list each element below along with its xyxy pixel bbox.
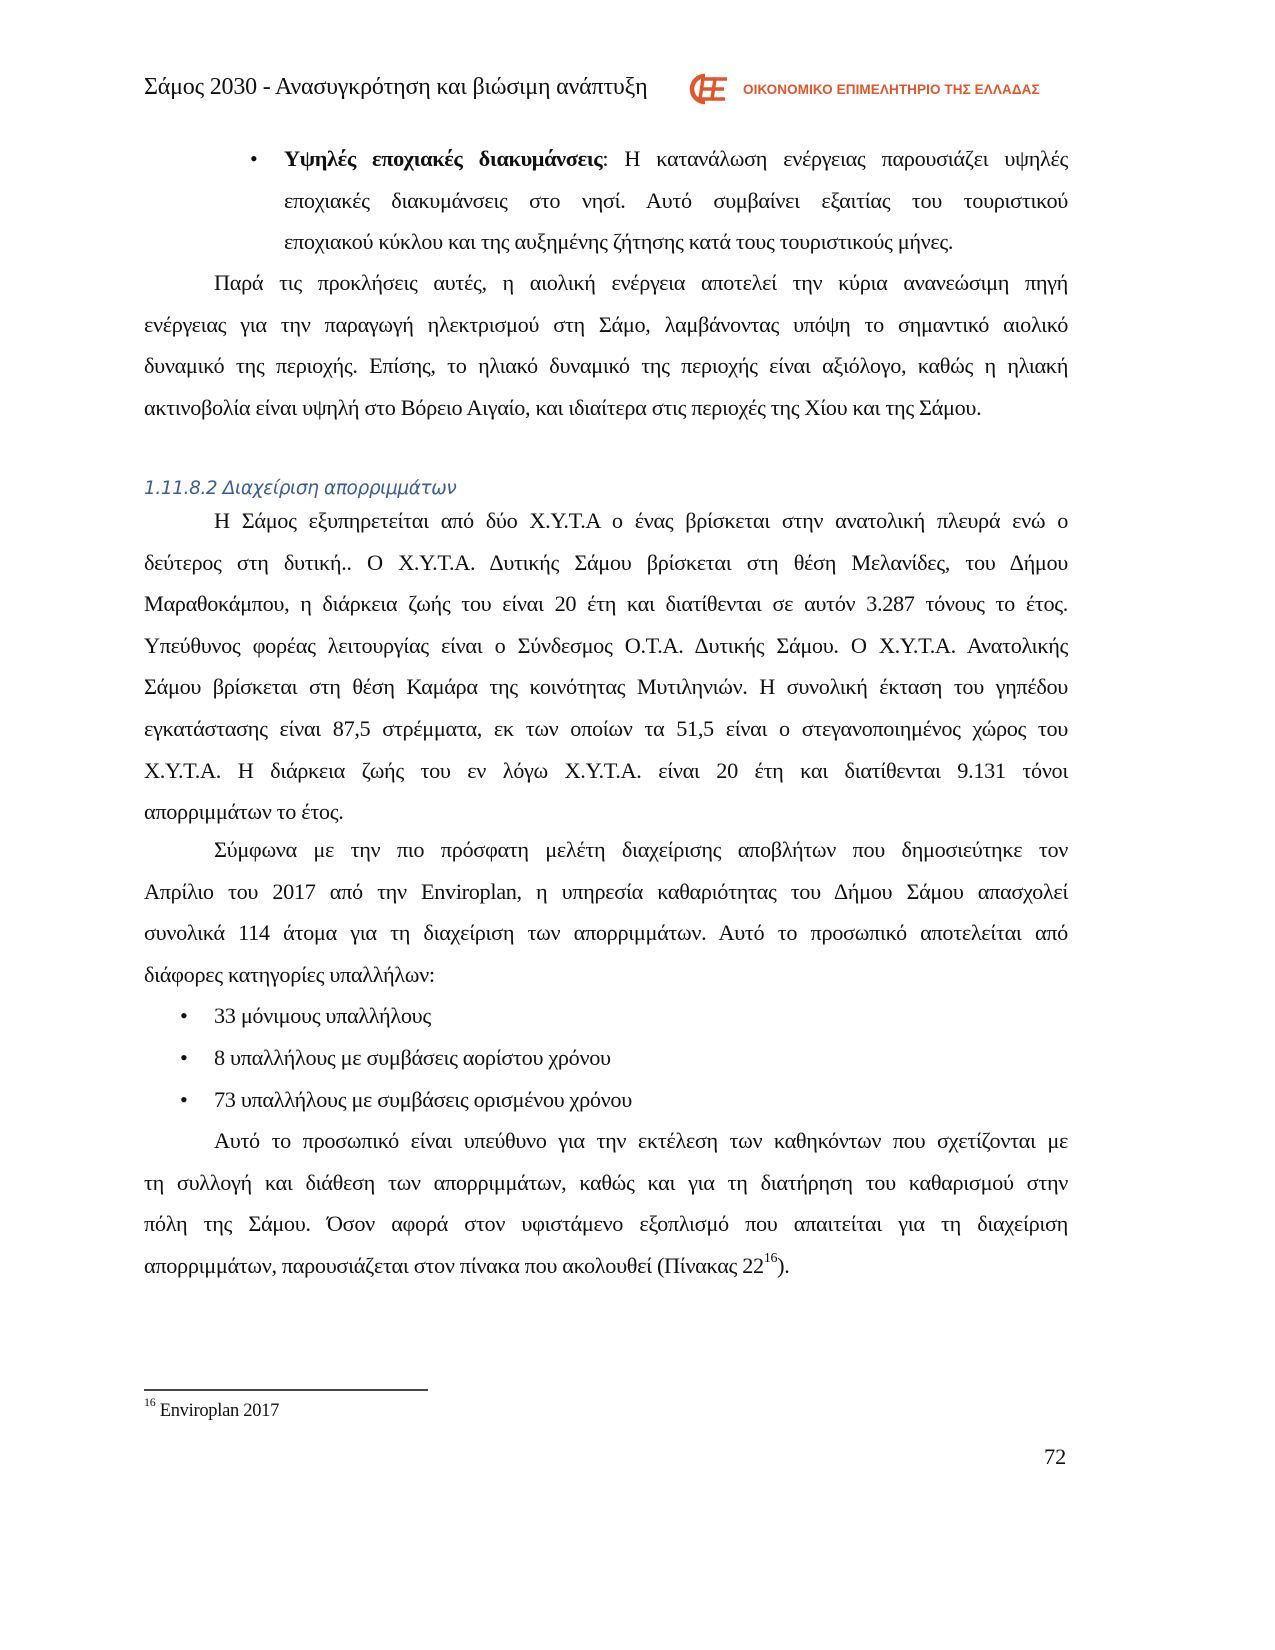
bullet-line: εποχιακές διακυμάνσεις στο νησί. Αυτό συμβαίνει εξαιτίας του τουριστικού xyxy=(284,187,1068,213)
paragraph-line: Υπεύθυνος φορέας λειτουργίας είναι ο Σύνδεσμος Ο.Τ.Α. Δυτικής Σάμου. Ο Χ.Υ.Τ.Α. Ανατολικής xyxy=(144,632,1068,658)
section-heading: 1.11.8.2 Διαχείριση απορριμμάτων xyxy=(144,478,457,499)
paragraph-line: δεύτερος στη δυτική.. Ο Χ.Υ.Τ.Α. Δυτικής Σάμου βρίσκεται στη θέση Μελανίδες, του Δήμου xyxy=(144,549,1068,575)
bullet-icon: • xyxy=(180,1003,188,1028)
paragraph-landfills xyxy=(144,500,1068,833)
paragraph-line: Η Σάμος εξυπηρετείται από δύο Χ.Υ.Τ.Α ο ένας βρίσκεται στην ανατολική πλευρά ενώ ο xyxy=(214,508,1068,533)
bullet-bold-label: Υψηλές εποχιακές διακυμάνσεις xyxy=(284,146,603,171)
paragraph-line: Παρά τις προκλήσεις αυτές, η αιολική ενέργεια αποτελεί την κύρια ανανεώσιμη πηγή xyxy=(214,270,1068,295)
footnote-separator xyxy=(144,1389,428,1391)
paragraph-line: Χ.Υ.Τ.Α. Η διάρκεια ζωής του εν λόγω Χ.Υ.Τ.Α. είναι 20 έτη και διατίθενται 9.131 τόνοι xyxy=(144,757,1068,783)
bullet-line: εποχιακού κύκλου και της αυξημένης ζήτησης κατά τους τουριστικούς μήνες. xyxy=(284,229,954,255)
paragraph-staff xyxy=(144,829,1068,995)
paragraph-line: Αυτό το προσωπικό είναι υπεύθυνο για την εκτέλεση των καθηκόντων που σχετίζονται με xyxy=(214,1128,1068,1153)
paragraph-line: πόλη της Σάμου. Όσον αφορά στον υφιστάμενο εξοπλισμό που απαιτείται για τη διαχείριση xyxy=(144,1211,1068,1237)
seasonal-fluctuation-bullet xyxy=(240,138,1068,263)
document-title: Σάμος 2030 - Ανασυγκρότηση και βιώσιμη ανάπτυξη xyxy=(144,74,648,100)
footnote xyxy=(144,1394,280,1422)
paragraph-line: Μαραθοκάμπου, η διάρκεια ζωής του είναι 20 έτη και διατίθενται σε αυτόν 3.287 τόνους το έτος. xyxy=(144,591,1068,617)
bullet-icon: • xyxy=(180,1045,188,1070)
paragraph-line: ακτινοβολία είναι υψηλή στο Βόρειο Αιγαίο, και ιδιαίτερα στις περιοχές της Χίου και της Σάμου. xyxy=(144,394,982,420)
paragraph-line: Απρίλιο του 2017 από την Enviroplan, η υπηρεσία καθαριότητας του Δήμου Σάμου απασχολεί xyxy=(144,878,1068,904)
page-header xyxy=(144,70,1074,110)
paragraph-line: απορριμμάτων, παρουσιάζεται στον πίνακα που ακολουθεί (Πίνακας $22^{16}$). xyxy=(144,1251,790,1278)
footnote-number: 16 xyxy=(144,1394,156,1409)
list-item-text: 8 υπαλλήλους με συμβάσεις αορίστου χρόνου xyxy=(214,1045,611,1070)
list-item-text: 33 μόνιμους υπαλλήλους xyxy=(214,1003,431,1028)
bullet-icon: • xyxy=(250,146,258,171)
footnote-reference[interactable]: 16 xyxy=(763,1251,778,1267)
oee-logo xyxy=(687,72,1040,106)
paragraph-line: Σύμφωνα με την πιο πρόσφατη μελέτη διαχείρισης αποβλήτων που δημοσιεύτηκε τον xyxy=(214,837,1068,862)
paragraph-line: τη συλλογή και διάθεση των απορριμμάτων, καθώς και για τη διατήρηση του καθαρισμού στην xyxy=(144,1169,1068,1195)
paragraph-line: δυναμικό της περιοχής. Επίσης, το ηλιακό δυναμικό της περιοχής είναι αξιόλογο, καθώς η ηλιακή xyxy=(144,353,1068,379)
paragraph-line: εγκατάστασης είναι 87,5 στρέμματα, εκ των οποίων τα 51,5 είναι ο στεγανοποιημένος χώρος του xyxy=(144,715,1068,741)
paragraph-line: Σάμου βρίσκεται στη θέση Καμάρα της κοινότητας Μυτιληνιών. Η συνολική έκταση του γηπέδου xyxy=(144,674,1068,700)
oee-logo-icon xyxy=(687,73,731,105)
bullet-icon: • xyxy=(180,1087,188,1112)
footnote-text: Enviroplan 2017 xyxy=(159,1401,280,1421)
paragraph-wind-solar xyxy=(144,262,1068,428)
bullet-line: Υψηλές εποχιακές διακυμάνσεις: Η κατανάλωση ενέργειας παρουσιάζει υψηλές xyxy=(284,146,1068,171)
logo-text: ΟΙΚΟΝΟΜΙΚΟ ΕΠΙΜΕΛΗΤΗΡΙΟ ΤΗΣ ΕΛΛΑΔΑΣ xyxy=(743,81,1040,97)
list-item-text: 73 υπαλλήλους με συμβάσεις ορισμένου χρόνου xyxy=(214,1087,632,1112)
paragraph-line: συνολικά 114 άτομα για τη διαχείριση των απορριμμάτων. Αυτό το προσωπικό αποτελείται από xyxy=(144,920,1068,946)
page-number: 72 xyxy=(1044,1444,1067,1469)
paragraph-line: διάφορες κατηγορίες υπαλλήλων: xyxy=(144,961,435,987)
paragraph-line: απορριμμάτων το έτος. xyxy=(144,799,344,825)
paragraph-equipment xyxy=(144,1120,1068,1286)
paragraph-line: ενέργειας για την παραγωγή ηλεκτρισμού στη Σάμο, λαμβάνοντας υπόψη το σημαντικό αιολικό xyxy=(144,311,1068,337)
